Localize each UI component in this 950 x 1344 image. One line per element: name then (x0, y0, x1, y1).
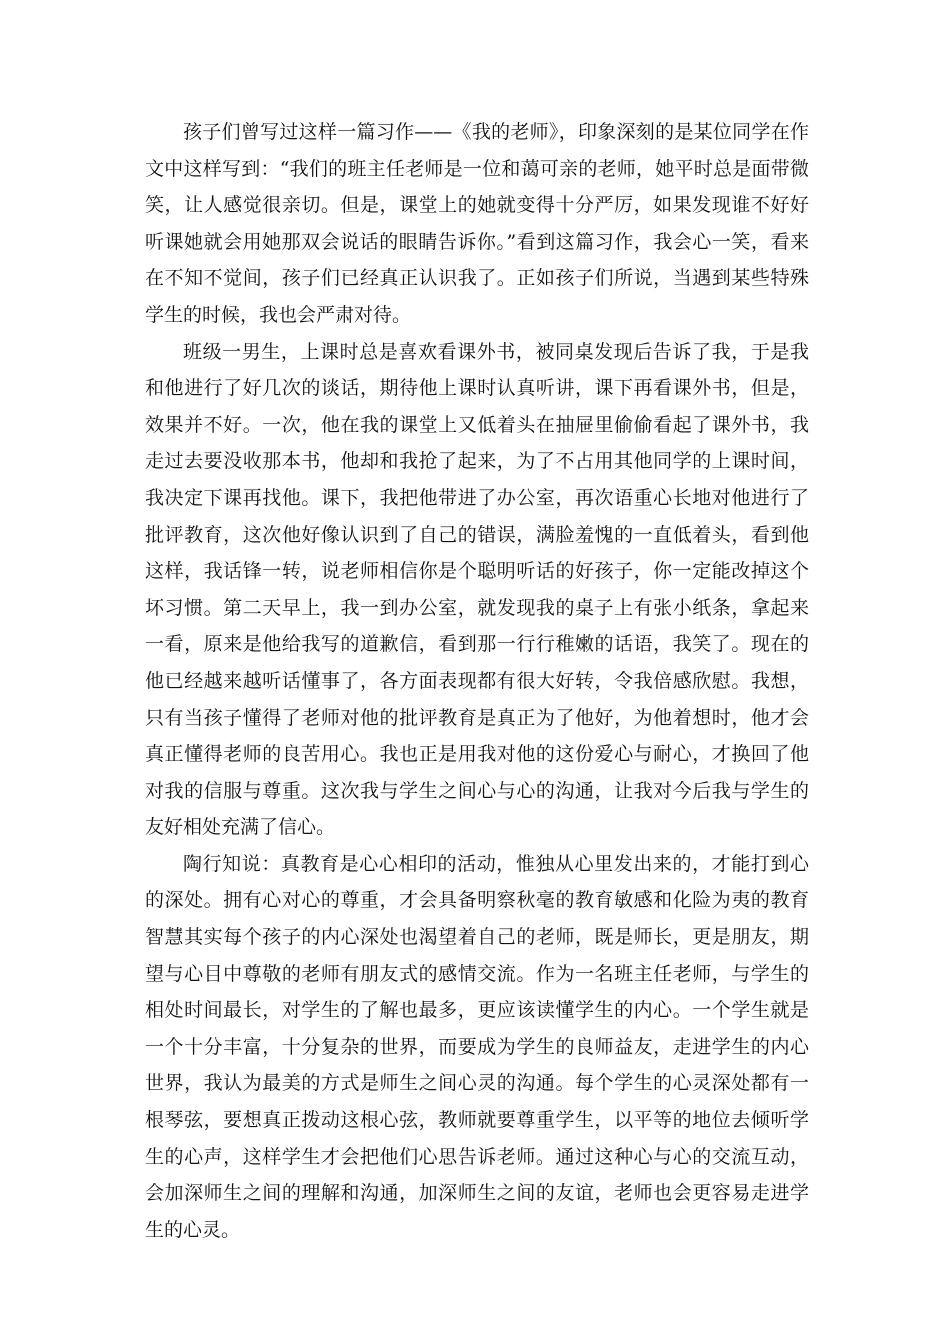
document-body (145, 114, 809, 1248)
paragraph-2: 班级一男生，上课时总是喜欢看课外书，被同桌发现后告诉了我，于是我和他进行了好几次的谈话，期待他上课时认真听讲，课下再看课外书，但是，效果并不好。一次，他在我的课堂上又低着头在抽屉里偷偷看起了课外书，我走过去要没收那本书，他却和我抢了起来，为了不占用其他同学的上课时间，我决定下课再找他。课下，我把他带进了办公室，再次语重心长地对他进行了批评教育，这次他好像认识到了自己的错误，满脸羞愧的一直低着头，看到他这样，我话锋一转，说老师相信你是个聪明听话的好孩子，你一定能改掉这个坏习惯。第二天早上，我一到办公室，就发现我的桌子上有张小纸条，拿起来一看，原来是他给我写的道歉信，看到那一行行稚嫩的话语，我笑了。现在的他已经越来越听话懂事了，各方面表现都有很大好转，令我倍感欣慰。我想，只有当孩子懂得了老师对他的批评教育是真正为了他好，为他着想时，他才会真正懂得老师的良苦用心。我也正是用我对他的这份爱心与耐心，才换回了他对我的信服与尊重。这次我与学生之间心与心的沟通，让我对今后我与学生的友好相处充满了信心。 (145, 340, 809, 839)
paragraph-1: 孩子们曾写过这样一篇习作——《我的老师》，印象深刻的是某位同学在作文中这样写到：“我们的班主任老师是一位和蔼可亲的老师，她平时总是面带微笑，让人感觉很亲切。但是，课堂上的她就变得十分严厉，如果发现谁不好好听课她就会用她那双会说话的眼睛告诉你。”看到这篇习作，我会心一笑，看来在不知不觉间，孩子们已经真正认识我了。正如孩子们所说，当遇到某些特殊学生的时候，我也会严肃对待。 (145, 121, 809, 326)
paragraph-3: 陶行知说：真教育是心心相印的活动，惟独从心里发出来的，才能打到心的深处。拥有心对心的尊重，才会具备明察秋毫的教育敏感和化险为夷的教育智慧其实每个孩子的内心深处也渴望着自己的老师，既是师长，更是朋友，期望与心目中尊敬的老师有朋友式的感情交流。作为一名班主任老师，与学生的相处时间最长，对学生的了解也最多，更应该读懂学生的内心。一个学生就是一个十分丰富，十分复杂的世界，而要成为学生的良师益友，走进学生的内心世界，我认为最美的方式是师生之间心灵的沟通。每个学生的心灵深处都有一根琴弦，要想真正拨动这根心弦，教师就要尊重学生，以平等的地位去倾听学生的心声，这样学生才会把他们心思告诉老师。通过这种心与心的交流互动，会加深师生之间的理解和沟通，加深师生之间的友谊，老师也会更容易走进学生的心灵。 (145, 852, 809, 1241)
